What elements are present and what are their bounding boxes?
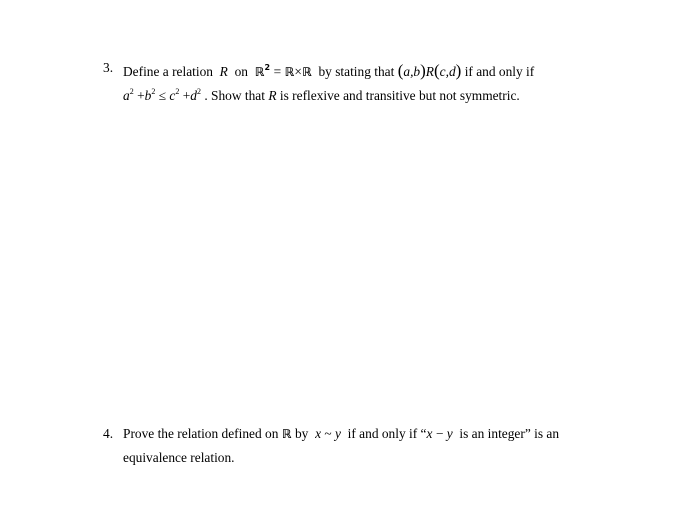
relation-symbol: R <box>219 64 228 79</box>
problem-4-statement: Prove the relation defined on ℝ by x ~ y if and only if “x − y is an integer” is an <box>123 426 560 441</box>
problem-4-number: 4. <box>103 426 114 441</box>
problem-3-statement: Define a relation R on ℝ$^2$ = ℝ×ℝ by stating that (a,b)R(c,d) if and only if <box>123 61 535 80</box>
problem-4-line-1 <box>103 424 683 444</box>
problem-3 <box>103 58 683 102</box>
problem-4 <box>103 424 683 468</box>
problem-3-line-2 <box>103 82 683 102</box>
problem-4-continuation: equivalence relation. <box>123 450 235 465</box>
problem-3-number: 3. <box>103 60 114 75</box>
problem-4-line-2 <box>103 448 683 468</box>
real-plane-symbol: ℝ$^2$ <box>254 63 271 79</box>
problem-3-line-1 <box>103 58 683 78</box>
problem-3-condition: $a^2 +b^2 \le c^2 +d^2$ . Show that R is reflexive and transitive but not symmetric. <box>123 87 520 103</box>
